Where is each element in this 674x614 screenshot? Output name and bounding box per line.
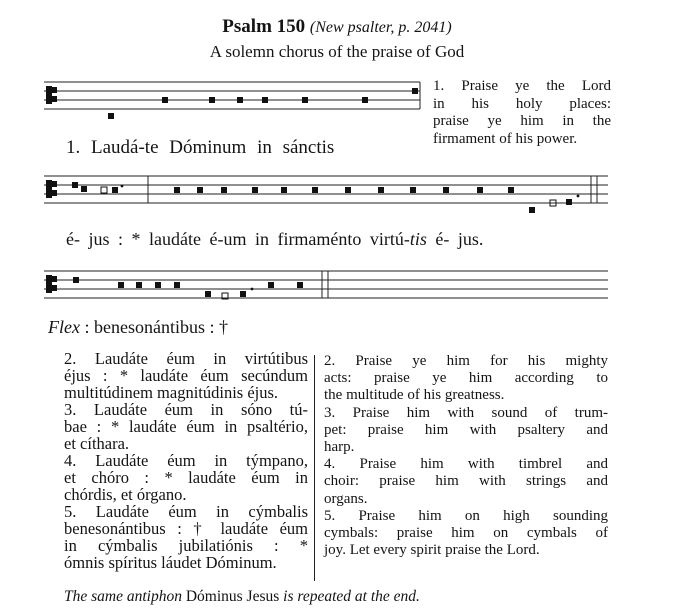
note	[205, 291, 211, 297]
psalm-subtitle: A solemn chorus of the praise of God	[209, 42, 465, 61]
note	[221, 187, 227, 193]
lyric-part-a: é- jus : * laudáte é-um in firmaménto virtú-	[66, 229, 410, 249]
latin-line: et chóro : * laudáte éum in	[64, 468, 308, 487]
note	[252, 187, 258, 193]
note	[410, 187, 416, 193]
latin-line: éjus : * laudáte éum secúndum	[64, 366, 308, 385]
note	[209, 97, 215, 103]
latin-line: in cýmbalis jubilatiónis : *	[64, 536, 308, 555]
note	[362, 97, 368, 103]
psalm-title-bold: Psalm 150	[222, 16, 306, 37]
do-clef-icon	[52, 190, 57, 196]
english-line: harp.	[324, 439, 355, 456]
english-line: cymbals: praise him on cymbals of	[324, 525, 608, 542]
do-clef-icon	[46, 275, 52, 293]
psalm-title-reference: (New psalter, p. 2041)	[309, 19, 452, 36]
footer-note	[64, 588, 420, 606]
note	[237, 97, 243, 103]
english-line: acts: praise ye him according to	[324, 370, 608, 387]
do-clef-icon	[52, 285, 57, 291]
note	[197, 187, 203, 193]
english-line: 4. Praise him with timbrel and	[324, 456, 608, 473]
english-line: the multitude of his greatness.	[324, 387, 505, 404]
note	[112, 187, 118, 193]
note	[174, 282, 180, 288]
flex-line	[48, 317, 228, 338]
latin-line: bae : * laudáte éum in psaltério,	[64, 417, 308, 436]
column-divider	[314, 355, 315, 581]
note	[508, 187, 514, 193]
lyric-part-tis: tis	[409, 229, 427, 249]
note-dot	[251, 288, 254, 291]
english-verses	[324, 353, 608, 559]
note	[443, 187, 449, 193]
latin-line: et cíthara.	[64, 434, 130, 453]
note	[174, 187, 180, 193]
note	[155, 282, 161, 288]
english-line: pet: praise him with psaltery and	[324, 421, 608, 438]
latin-line: multitúdinem magnitúdinis éjus.	[64, 383, 279, 402]
english-line: choir: praise him with strings and	[324, 473, 608, 490]
flex-text: : benesonántibus : †	[84, 317, 228, 337]
latin-line: 2. Laudáte éum in virtútibus	[64, 349, 308, 368]
chant-line1-lyric: 1. Laudá-te Dóminum in sánctis	[66, 137, 335, 158]
note	[312, 187, 318, 193]
latin-line: benesonántibus : † laudáte éum	[64, 519, 308, 538]
verse1-english-line: in his holy places:	[433, 95, 611, 112]
do-clef-icon	[52, 87, 57, 93]
verse1-english-line: firmament of his power.	[433, 130, 578, 147]
do-clef-icon	[52, 181, 57, 187]
note	[477, 187, 483, 193]
do-clef-icon	[52, 96, 57, 102]
note	[412, 88, 418, 94]
verse1-english-line: praise ye him in the	[433, 113, 611, 129]
note	[529, 207, 535, 213]
footer-part1: The same antiphon	[64, 588, 182, 605]
note	[136, 282, 142, 288]
note	[345, 187, 351, 193]
note	[281, 187, 287, 193]
english-line: joy. Let every spirit praise the Lord.	[324, 542, 540, 559]
note	[108, 113, 114, 119]
note	[297, 282, 303, 288]
note-dot	[577, 195, 580, 198]
lyric-part-b: é- jus.	[435, 229, 484, 249]
note	[566, 199, 572, 205]
do-clef-icon	[46, 86, 52, 104]
latin-line: chórdis, et órgano.	[64, 485, 187, 504]
latin-line: ómnis spíritus láudet Dóminum.	[64, 553, 277, 572]
english-line: 2. Praise ye him for his mighty	[324, 353, 608, 369]
note	[162, 97, 168, 103]
latin-line: 4. Laudáte éum in týmpano,	[64, 451, 308, 470]
english-line: 3. Praise him with sound of trum-	[324, 404, 608, 421]
note	[81, 186, 87, 192]
note	[72, 182, 78, 188]
note	[302, 97, 308, 103]
note	[73, 277, 79, 283]
chant-line2-lyric	[66, 229, 483, 250]
note	[262, 97, 268, 103]
footer-part2: Dóminus Jesus	[185, 588, 280, 605]
note	[101, 187, 107, 193]
do-clef-icon	[46, 180, 52, 198]
do-clef-icon	[52, 276, 57, 282]
footer-part3: is repeated at the end.	[283, 588, 420, 605]
verse1-english-line: 1. Praise ye the Lord	[433, 78, 611, 94]
english-line: organs.	[324, 490, 368, 507]
note	[378, 187, 384, 193]
note	[240, 291, 246, 297]
latin-verses	[64, 350, 308, 571]
latin-line: 5. Laudáte éum in cýmbalis	[64, 502, 308, 521]
note	[118, 282, 124, 288]
note-dot	[121, 185, 124, 188]
flex-label: Flex	[48, 317, 80, 337]
latin-line: 3. Laudáte éum in sóno tú-	[64, 400, 308, 419]
note	[268, 282, 274, 288]
english-line: 5. Praise him on high sounding	[324, 507, 608, 524]
